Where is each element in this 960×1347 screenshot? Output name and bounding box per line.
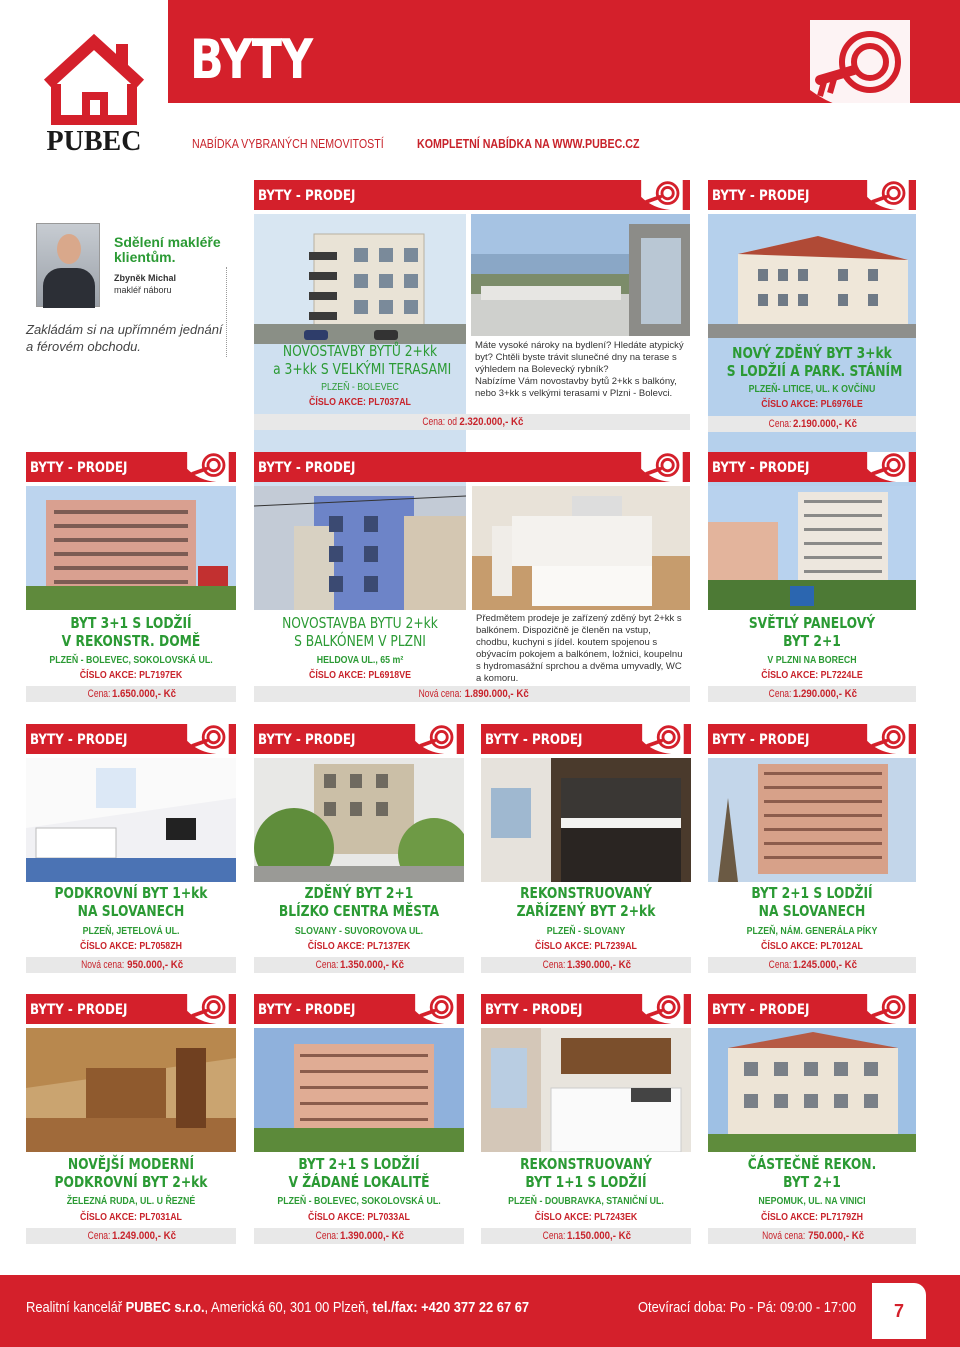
card-category-bar: BYTY - PRODEJ bbox=[254, 180, 690, 210]
key-icon bbox=[637, 724, 687, 754]
listing-photo[interactable] bbox=[708, 758, 916, 882]
listing-title: NOVÝ ZDĚNÝ BYT 3+kk S LODŽIÍ A PARK. STÁNÍM bbox=[726, 344, 903, 380]
header-website-link[interactable]: KOMPLETNÍ NABÍDKA NA WWW.PUBEC.CZ bbox=[417, 136, 640, 151]
footer-contact: Realitní kancelář PUBEC s.r.o., Americká 60, 301 00 Plzeň, tel./fax: +420 377 22 67 67 bbox=[26, 1299, 530, 1316]
footer-opening-hours: Otevírací doba: Po - Pá: 09:00 - 17:00 bbox=[638, 1299, 856, 1316]
listing-location: PLZEŇ - BOLEVEC, SOKOLOVSKÁ UL. bbox=[277, 1196, 441, 1207]
broker-avatar bbox=[36, 223, 100, 307]
listing-code: ČÍSLO AKCE: PL6976LE bbox=[761, 399, 863, 410]
listing-photo[interactable] bbox=[481, 1028, 691, 1152]
listing-price: Cena:2.190.000,- Kč bbox=[708, 416, 916, 432]
listing-price: Cena:1.350.000,- Kč bbox=[254, 957, 464, 973]
listing-location: PLZEŇ- LITICE, UL. K OVČÍNU bbox=[748, 384, 876, 395]
listing-title: NOVOSTAVBY BYTŮ 2+kk a 3+kk S VELKÝMI TERASAMI bbox=[273, 342, 452, 378]
listing-location: V PLZNI NA BORECH bbox=[767, 655, 857, 666]
listing-code: ČÍSLO AKCE: PL7033AL bbox=[308, 1212, 410, 1223]
listing-title: PODKROVNÍ BYT 1+kk NA SLOVANECH bbox=[54, 884, 208, 920]
listing-price: Cena:1.249.000,- Kč bbox=[26, 1228, 236, 1244]
listing-code: ČÍSLO AKCE: PL7137EK bbox=[307, 941, 411, 952]
key-icon bbox=[862, 724, 912, 754]
card-category-bar: BYTY - PRODEJ bbox=[481, 994, 691, 1024]
listing-description: Předmětem prodeje je zařízený zděný byt 2+kk s balkónem. Dispozičně je členěn na vstup, chodbu, kuchyni s jídel. koutem spojenou s obývacím pokojem a balkónem, ložnici, koupelnu s hydromasážní sprchou a dvěma umyvadly, WC a komoru. bbox=[476, 613, 683, 684]
listing-photo[interactable] bbox=[254, 486, 466, 610]
listing-code: ČÍSLO AKCE: PL7197EK bbox=[79, 670, 183, 681]
listing-title: REKONSTRUOVANÝ BYT 1+1 S LODŽIÍ bbox=[520, 1155, 652, 1191]
listing-price: Cena: od2.320.000,- Kč bbox=[254, 414, 690, 430]
listing-price: Cena:1.390.000,- Kč bbox=[481, 957, 691, 973]
card-category-bar: BYTY - PRODEJ bbox=[708, 994, 916, 1024]
page-header bbox=[0, 0, 960, 165]
listing-location: PLZEŇ - BOLEVEC bbox=[321, 382, 399, 393]
listing-photo[interactable] bbox=[708, 1028, 916, 1152]
listing-location: PLZEŇ - SLOVANY bbox=[546, 926, 626, 937]
card-category-bar: BYTY - PRODEJ bbox=[26, 994, 236, 1024]
listing-price: Nová cena:1.890.000,- Kč bbox=[254, 686, 690, 702]
listing-photo[interactable] bbox=[26, 486, 236, 610]
key-icon bbox=[182, 994, 232, 1024]
listing-price: Nová cena:950.000,- Kč bbox=[26, 957, 236, 973]
listing-location: PLZEŇ, JETELOVÁ UL. bbox=[82, 926, 180, 937]
key-logo-icon bbox=[790, 10, 920, 120]
listing-title: ZDĚNÝ BYT 2+1 BLÍZKO CENTRA MĚSTA bbox=[278, 884, 440, 920]
page-number: 7 bbox=[872, 1283, 926, 1339]
listing-price: Nová cena:750.000,- Kč bbox=[708, 1228, 916, 1244]
listing-photo[interactable] bbox=[254, 1028, 464, 1152]
card-category-bar: BYTY - PRODEJ bbox=[254, 452, 690, 482]
listing-photo[interactable] bbox=[26, 758, 236, 882]
broker-name: Zbyněk Michal bbox=[114, 273, 177, 283]
listing-title: BYT 2+1 S LODŽIÍ V ŽÁDANÉ LOKALITĚ bbox=[288, 1155, 430, 1191]
listing-location: NEPOMUK, UL. NA VINICI bbox=[758, 1196, 866, 1207]
listing-title: SVĚTLÝ PANELOVÝ BYT 2+1 bbox=[748, 614, 876, 650]
listing-code: ČÍSLO AKCE: PL7239AL bbox=[535, 941, 637, 952]
listing-code: ČÍSLO AKCE: PL7058ZH bbox=[80, 941, 182, 952]
card-category-bar: BYTY - PRODEJ bbox=[26, 724, 236, 754]
listing-code: ČÍSLO AKCE: PL7031AL bbox=[80, 1212, 182, 1223]
terrace-photo[interactable] bbox=[471, 214, 690, 336]
listing-location: PLZEŇ - DOUBRAVKA, STANIČNÍ UL. bbox=[508, 1196, 664, 1207]
kitchen-photo[interactable] bbox=[472, 486, 690, 610]
listing-photo[interactable] bbox=[481, 758, 691, 882]
listing-code: ČÍSLO AKCE: PL6918VE bbox=[309, 670, 411, 681]
svg-text:PUBEC: PUBEC bbox=[46, 126, 142, 156]
listing-location: SLOVANY - SUVOROVOVA UL. bbox=[294, 926, 424, 937]
key-icon bbox=[636, 452, 686, 482]
card-category-bar: BYTY - PRODEJ bbox=[254, 994, 464, 1024]
broker-message: Zakládám si na upřímném jednání a férovém obchodu. bbox=[26, 322, 223, 354]
key-icon bbox=[182, 724, 232, 754]
key-icon bbox=[410, 994, 460, 1024]
key-icon bbox=[182, 452, 232, 482]
page-title: BYTY bbox=[190, 28, 313, 91]
card-category-bar: BYTY - PRODEJ bbox=[26, 452, 236, 482]
key-icon bbox=[862, 180, 912, 210]
card-category-bar: BYTY - PRODEJ bbox=[708, 724, 916, 754]
listing-code: ČÍSLO AKCE: PL7012AL bbox=[761, 941, 863, 952]
listing-location: PLZEŇ, NÁM. GENERÁLA PÍKY bbox=[746, 926, 878, 937]
broker-role: makléř náboru bbox=[114, 285, 172, 295]
dotted-divider bbox=[226, 267, 227, 357]
listing-description: Máte vysoké nároky na bydlení? Hledáte atypický byt? Chtěli byste trávit slunečné dny na terase s výhledem na Bolevecký rybník? Nabízíme Vám novostavby bytů 2+kk s balkóny, nebo 3+kk s velkými terasami v Plzni - Bolevci. bbox=[475, 340, 684, 399]
key-icon bbox=[862, 994, 912, 1024]
listing-photo[interactable] bbox=[254, 758, 464, 882]
broker-note bbox=[26, 215, 241, 415]
card-category-bar: BYTY - PRODEJ bbox=[708, 452, 916, 482]
listing-price: Cena:1.650.000,- Kč bbox=[26, 686, 236, 702]
broker-title: Sdělení makléře klientům. bbox=[114, 234, 221, 265]
listing-title: BYT 2+1 S LODŽIÍ NA SLOVANECH bbox=[751, 884, 873, 920]
listing-location: HELDOVA UL., 65 m² bbox=[316, 655, 404, 666]
page-footer bbox=[0, 1275, 960, 1347]
listing-code: ČÍSLO AKCE: PL7179ZH bbox=[761, 1212, 863, 1223]
key-icon bbox=[636, 180, 686, 210]
header-subtitle: NABÍDKA VYBRANÝCH NEMOVITOSTÍ bbox=[192, 136, 384, 151]
listing-code: ČÍSLO AKCE: PL7224LE bbox=[761, 670, 863, 681]
listing-location: PLZEŇ - BOLEVEC, SOKOLOVSKÁ UL. bbox=[49, 655, 213, 666]
listing-price: Cena:1.150.000,- Kč bbox=[481, 1228, 691, 1244]
listing-photo[interactable] bbox=[26, 1028, 236, 1152]
pubec-logo bbox=[38, 24, 150, 156]
card-category-bar: BYTY - PRODEJ bbox=[254, 724, 464, 754]
listing-title: NOVĚJŠÍ MODERNÍ PODKROVNÍ BYT 2+kk bbox=[54, 1155, 208, 1191]
listing-price: Cena:1.390.000,- Kč bbox=[254, 1228, 464, 1244]
listing-code: ČÍSLO AKCE: PL7037AL bbox=[309, 397, 411, 408]
listing-location: ŽELEZNÁ RUDA, UL. U ŘEZNÉ bbox=[66, 1196, 196, 1207]
card-category-bar: BYTY - PRODEJ bbox=[708, 180, 916, 210]
listing-price: Cena:1.290.000,- Kč bbox=[708, 686, 916, 702]
key-icon bbox=[637, 994, 687, 1024]
card-category-bar: BYTY - PRODEJ bbox=[481, 724, 691, 754]
listing-title: REKONSTRUOVANÝ ZAŘÍZENÝ BYT 2+kk bbox=[516, 884, 656, 920]
listing-title: ČÁSTEČNĚ REKON. BYT 2+1 bbox=[747, 1155, 877, 1191]
listing-photo[interactable] bbox=[708, 486, 916, 610]
listing-title: NOVOSTAVBA BYTU 2+kk S BALKÓNEM V PLZNI bbox=[282, 614, 438, 650]
key-icon bbox=[862, 452, 912, 482]
listing-title: BYT 3+1 S LODŽIÍ V REKONSTR. DOMĚ bbox=[61, 614, 201, 650]
listing-code: ČÍSLO AKCE: PL7243EK bbox=[534, 1212, 638, 1223]
listing-price: Cena:1.245.000,- Kč bbox=[708, 957, 916, 973]
key-icon bbox=[410, 724, 460, 754]
